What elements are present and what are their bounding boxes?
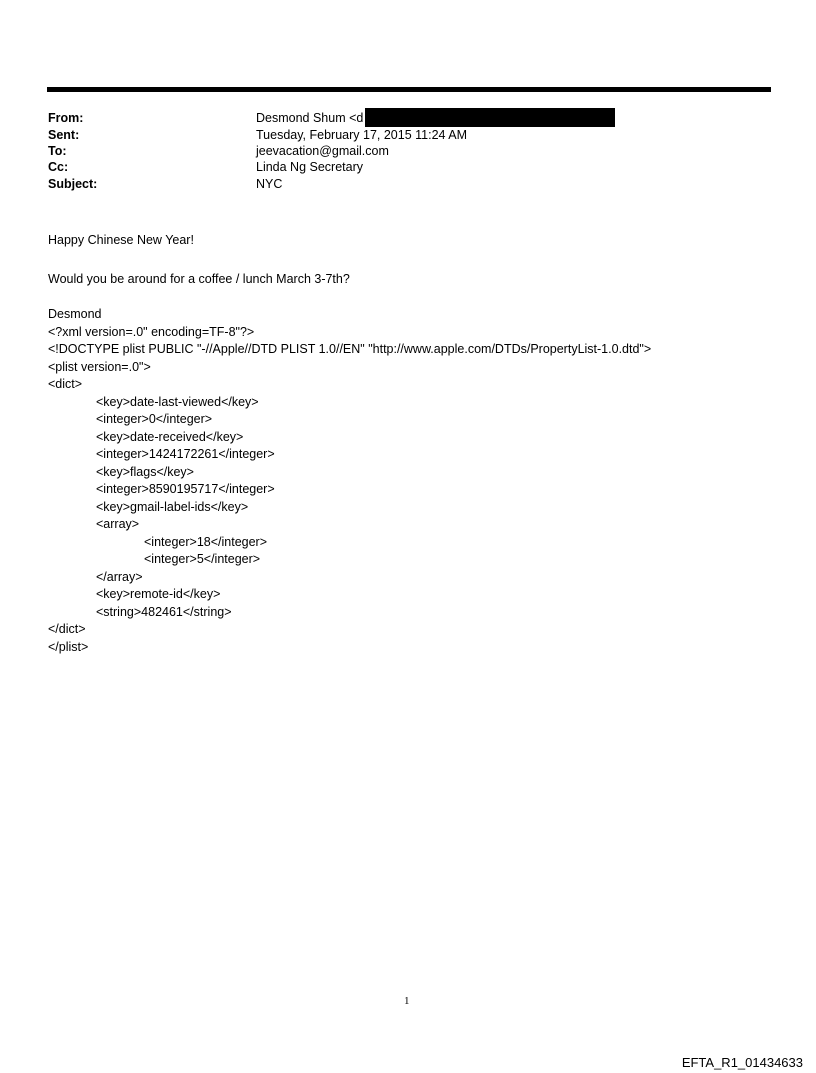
question: Would you be around for a coffee / lunch March 3-7th? <box>48 272 350 286</box>
body-line: <integer>5</integer> <box>144 552 261 566</box>
body-line: <key>flags</key> <box>96 464 194 479</box>
header-row <box>48 110 615 127</box>
header-row <box>48 143 615 159</box>
page-number: 1 <box>404 995 410 1007</box>
body-line: <dict> <box>48 377 83 391</box>
header-label: Subject: <box>48 176 98 191</box>
body-line: <integer>8590195717</integer> <box>96 482 275 496</box>
header-row <box>48 127 615 143</box>
header-label: Sent: <box>48 128 80 142</box>
header-value: Linda Ng Secretary <box>256 160 364 175</box>
body-line: <key>date-received</key> <box>96 429 244 444</box>
body-line: <key>date-last-viewed</key> <box>96 394 259 409</box>
header-label: To: <box>48 144 67 159</box>
body-line: <integer>18</integer> <box>144 534 268 549</box>
body-line: <array> <box>96 517 140 531</box>
body-line: </plist> <box>48 639 89 654</box>
header-label: From: <box>48 111 84 125</box>
body-line: </array> <box>96 569 143 584</box>
header-value: Tuesday, February 17, 2015 11:24 AM <box>256 128 468 142</box>
body-line: <key>remote-id</key> <box>96 587 221 601</box>
body-line: <key>gmail-label-ids</key> <box>96 499 249 514</box>
body-line: <integer>0</integer> <box>96 412 213 426</box>
body-line: </dict> <box>48 622 86 636</box>
header-value: Desmond Shum <d <box>256 111 364 125</box>
bates-number: EFTA_R1_01434633 <box>681 1055 803 1070</box>
redaction-box <box>365 108 615 127</box>
body-line: <!DOCTYPE plist PUBLIC "-//Apple//DTD PLIST 1.0//EN" "http://www.apple.com/DTDs/PropertyList-1.0.dtd"> <box>48 342 652 356</box>
body-line: Desmond <box>48 307 102 321</box>
header-value: jeevacation@gmail.com <box>256 144 389 159</box>
greeting: Happy Chinese New Year! <box>48 233 194 247</box>
header-value: NYC <box>256 176 283 191</box>
header-rule <box>47 87 771 92</box>
body-line: <string>482461</string> <box>96 604 232 619</box>
email-body-lines <box>48 306 651 656</box>
header-label: Cc: <box>48 160 69 175</box>
body-line: <plist version=.0"> <box>48 359 151 374</box>
email-header <box>48 110 615 192</box>
body-line: <integer>1424172261</integer> <box>96 447 275 461</box>
header-row <box>48 159 615 175</box>
header-row <box>48 176 615 192</box>
body-line: <?xml version=.0" encoding=TF-8"?> <box>48 324 255 339</box>
